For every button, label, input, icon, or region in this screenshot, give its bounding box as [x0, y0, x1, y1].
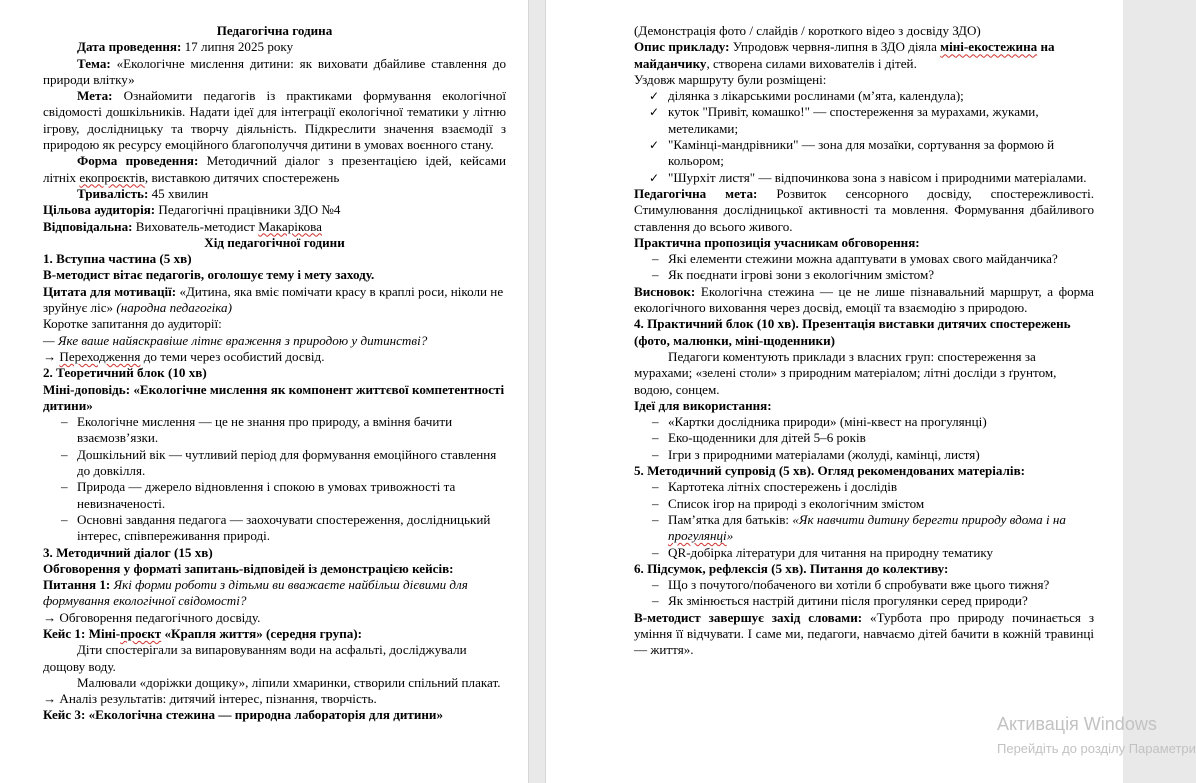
checklist-item: ✓ "Шурхіт листя" — відпочинкова зона з навісом і природними матеріалами.: [634, 170, 1094, 186]
list-item: – Дошкільний вік — чутливий період для формування емоційного ставлення до довкілля.: [43, 447, 506, 480]
list-item: – QR-добірка літератури для читання на природну тематику: [634, 545, 1094, 561]
practical-heading: Практична пропозиція учасникам обговорення:: [634, 234, 920, 250]
list-item: – Що з почутого/побаченого ви хотіли б спробувати вже цього тижня?: [634, 577, 1094, 593]
short-question-label: Коротке запитання до аудиторії:: [43, 316, 222, 332]
transition-line: [43, 349, 506, 365]
section-4-heading: 4. Практичний блок (10 хв). Презентація виставки дитячих спостережень (фото, малюнки, міні-щоденники): [634, 316, 1071, 348]
final-text: «Турбота про природу починається з уміння її відчувати. І саме ми, педагоги, навчаємо дітей бачити в кожній травинці — життя».: [634, 609, 1095, 658]
memo-title: «Як навчити дитину берегти природу вдома і на: [792, 511, 1066, 527]
list-item: – Природа — джерело відновлення і спокою в умовах тривожності та невизначеності.: [43, 479, 506, 512]
conclusion-text: Екологічна стежина — це не лише пізнавальний маршрут, а форма екологічного виховання через досвід, емоції та взаємодію з природою.: [634, 283, 1094, 316]
form-label: Форма проведення:: [77, 153, 199, 169]
section-5-list: [634, 479, 1094, 560]
example-label: Опис прикладу:: [634, 39, 730, 55]
date-line: [43, 39, 506, 55]
section-5-heading: 5. Методичний супровід (5 хв). Огляд рекомендованих матеріалів:: [634, 463, 1026, 479]
memo-title-misspelled: прогулянці: [668, 528, 727, 544]
document-page-1: [0, 0, 528, 783]
question-1-arrow: → Обговорення педагогічного досвіду.: [43, 609, 261, 625]
section-3-subheading: Обговорення у форматі запитань-відповідей із демонстрацією кейсів:: [43, 560, 454, 576]
question-1: [43, 577, 506, 610]
demo-line: (Демонстрація фото / слайдів / короткого відео з досвіду ЗДО): [634, 23, 981, 38]
example-text-1: Упродовж червня-липня в ЗДО діяла: [729, 39, 941, 55]
list-item: – Як поєднати ігрові зони з екологічним змістом?: [634, 267, 1094, 283]
list-item-memo: [634, 512, 1094, 545]
case-1-heading-a: Кейс 1: Міні-: [43, 625, 121, 641]
memo-title-end: »: [726, 528, 734, 544]
list-item: – Як змінюється настрій дитини після прогулянки серед природи?: [634, 593, 1094, 609]
case-1-heading-b: «Крапля життя» (середня група):: [161, 625, 363, 641]
audience-line: [43, 202, 506, 218]
transition-rest: до теми через особистий досвід.: [140, 348, 325, 364]
question-1-text: Які форми роботи з дітьми ви вважаєте найбільш дієвими для формування екологічної свідомості?: [43, 577, 468, 609]
ideas-heading: Ідеї для використання:: [634, 397, 772, 413]
document-title: Педагогічна година: [216, 23, 333, 38]
goal-value: Ознайомити педагогів із практиками формування екологічної свідомості дошкільників. Надати ідеї для інтеграції екологічної тематики у літню ігрову, дослідницьку та творчу діяльність. Підкреслити значення взаємодії з природою як ресурсу емоційного благополуччя дитини в умовах воєнного стану.: [43, 88, 506, 153]
route-intro: Уздовж маршруту були розміщені:: [634, 71, 827, 87]
activation-watermark-title: Активація Windows: [997, 714, 1157, 734]
list-item: – Екологічне мислення — це не знання про природу, а вміння бачити взаємозв’язки.: [43, 414, 506, 447]
course-heading: Хід педагогічної години: [204, 234, 345, 250]
goal-paragraph: [43, 88, 506, 153]
example-bold-2: на майданчику: [634, 39, 1055, 71]
checklist-item: ✓ ділянка з лікарськими рослинами (м’ята, календула);: [634, 88, 1094, 104]
route-list: [634, 88, 1094, 186]
list-item: – Список ігор на природі з екологічним змістом: [634, 496, 1094, 512]
pedagogical-goal-label: Педагогічна мета:: [634, 185, 758, 201]
form-value-1: Методичний діалог з презентацією ідей, кейсами літніх: [43, 153, 506, 185]
section-6-heading: 6. Підсумок, рефлексія (5 хв). Питання до колективу:: [634, 560, 949, 576]
responsible-value: Вихователь-методист: [132, 218, 259, 234]
responsible-label: Відповідальна:: [43, 218, 133, 234]
case-1-heading-misspelled: проєкт: [120, 625, 162, 641]
case-1-paragraph-1: Діти спостерігали за випаровуванням води на асфальті, досліджували дощову воду.: [43, 642, 467, 674]
practical-list: [634, 251, 1094, 284]
case-3-heading: Кейс 3: «Екологічна стежина — природна лабораторія для дитини»: [43, 707, 443, 723]
document-page-2: [546, 0, 1196, 783]
short-question-text: — Яке ваше найяскравіше літнє враження з природою у дитинстві?: [43, 332, 428, 348]
example-trail-name: міні-екостежина: [940, 39, 1038, 55]
memo-label: Пам’ятка для батьків:: [668, 511, 793, 527]
example-paragraph: [634, 39, 1094, 72]
list-item: – Еко-щоденники для дітей 5–6 років: [634, 430, 1094, 446]
section-4-text: Педагоги коментують приклади з власних груп: спостереження за мурахами; «зелені столи» з природним матеріалом; літні досліди з ґрунтом, водою, сонцем.: [634, 348, 1057, 397]
date-label: Дата проведення:: [77, 39, 182, 55]
theme-line: [43, 56, 506, 89]
section-1-heading: 1. Вступна частина (5 хв): [43, 251, 192, 267]
quote-text: «Дитина, яка вміє помічати красу в краплі роси, ніколи не зруйнує ліс»: [43, 283, 504, 316]
duration-line: [43, 186, 506, 202]
list-item: – Які елементи стежини можна адаптувати в умовах свого майданчика?: [634, 251, 1094, 267]
list-item: – Ігри з природними матеріалами (жолуді, камінці, листя): [634, 447, 1094, 463]
case-1-heading: [43, 626, 506, 642]
pedagogical-goal: [634, 186, 1094, 235]
theme-value: «Екологічне мислення дитини: як виховати дбайливе ставлення до природи влітку»: [43, 55, 506, 87]
section-1-intro: В-методист вітає педагогів, оголошує тему і мету заходу.: [43, 267, 375, 283]
pedagogical-goal-text: Розвиток сенсорного досвіду, спостережливості. Стимулювання дослідницької активності та мовлення. Формування дбайливого ставлення до всього живого.: [634, 185, 1094, 234]
date-value: 17 липня 2025 року: [181, 39, 294, 55]
example-text-2: , створена силами вихователів і дітей.: [706, 55, 917, 71]
transition-misspelled: Переходження: [59, 348, 141, 364]
conclusion-label: Висновок:: [634, 283, 696, 299]
duration-value: 45 хвилин: [148, 185, 209, 201]
activation-watermark-subtitle: Перейдіть до розділу Параметри: [997, 741, 1196, 756]
page-gutter: [528, 0, 546, 783]
section-6-list: [634, 577, 1094, 610]
section-2-list: [43, 414, 506, 544]
quote-source: (народна педагогіка): [113, 300, 232, 316]
list-item: – Картотека літніх спостережень і дослідів: [634, 479, 1094, 495]
audience-label: Цільова аудиторія:: [43, 202, 156, 218]
section-2-mini-report: Міні-доповідь: «Екологічне мислення як компонент життєвої компетентності дитини»: [43, 381, 505, 413]
responsible-line: [43, 219, 506, 235]
list-item: – Основні завдання педагога — заохочувати спостереження, дослідницький інтерес, співпереживання природі.: [43, 512, 506, 545]
form-value-2: , виставкою дитячих спостережень: [144, 169, 340, 185]
question-1-label: Питання 1:: [43, 577, 111, 593]
audience-value: Педагогічні працівники ЗДО №4: [155, 202, 341, 218]
theme-label: Тема:: [77, 55, 111, 71]
form-value-misspelled: екопроєктів: [79, 169, 145, 185]
final-words: [634, 610, 1094, 659]
checklist-item: ✓ "Камінці-мандрівники" — зона для мозаїки, сортування за формою й кольором;: [634, 137, 1094, 170]
conclusion: [634, 284, 1094, 317]
list-item: – «Картки дослідника природи» (міні-квест на прогулянці): [634, 414, 1094, 430]
final-label: В-методист завершує захід словами:: [634, 609, 863, 625]
responsible-name: Макарікова: [258, 218, 322, 234]
section-3-heading: 3. Методичний діалог (15 хв): [43, 544, 213, 560]
checklist-item: ✓ куток "Привіт, комашко!" — спостереження за мурахами, жуками, метеликами;: [634, 104, 1094, 137]
goal-label: Мета:: [77, 88, 113, 104]
section-2-heading: 2. Теоретичний блок (10 хв): [43, 365, 207, 381]
duration-label: Тривалість:: [77, 185, 149, 201]
arrow-icon: →: [43, 348, 60, 364]
ideas-list: [634, 414, 1094, 463]
case-1-paragraph-2: Малювали «доріжки дощику», ліпили хмаринки, створили спільний плакат.: [77, 674, 501, 690]
quote-label: Цитата для мотивації:: [43, 283, 177, 299]
form-paragraph: [43, 153, 506, 186]
case-1-analysis: → Аналіз результатів: дитячий інтерес, пізнання, творчість.: [43, 691, 377, 707]
quote-paragraph: [43, 284, 506, 317]
